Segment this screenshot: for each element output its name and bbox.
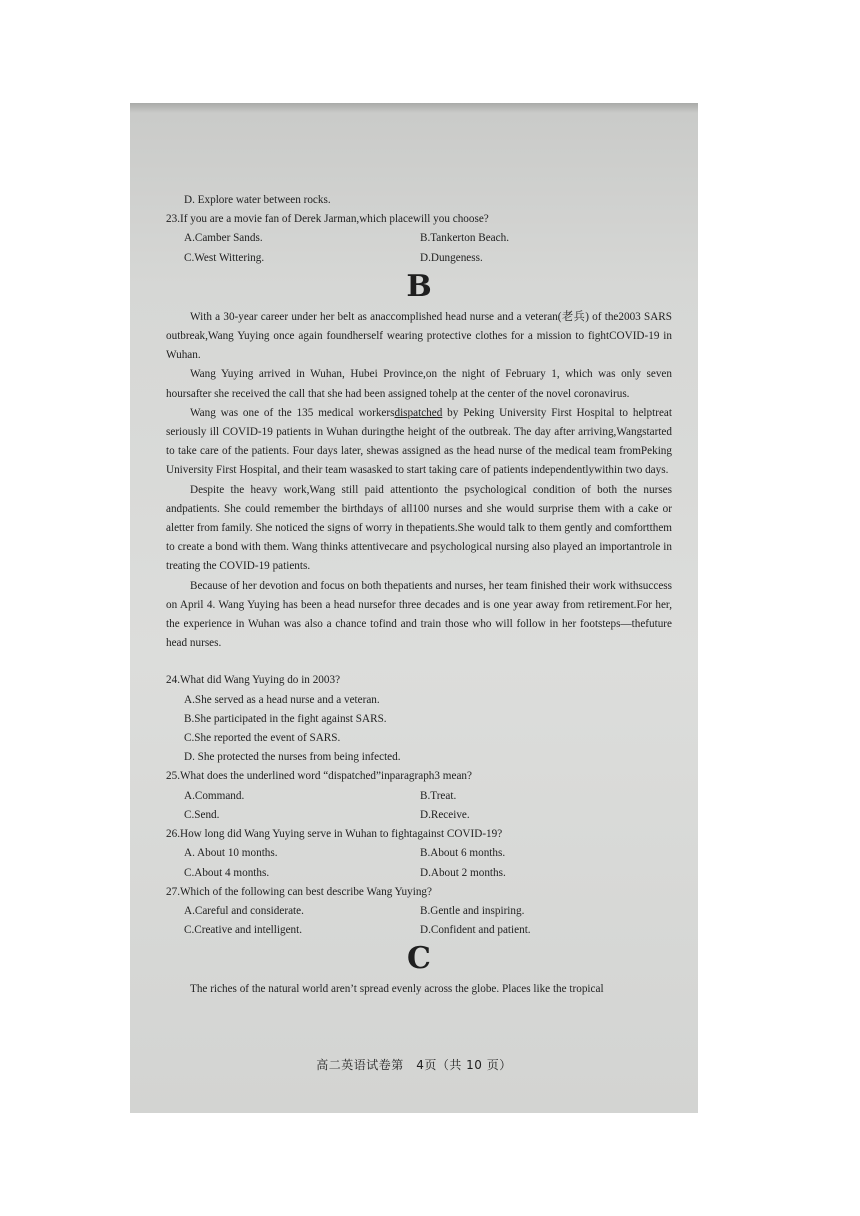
q24-option-b: B.She participated in the fight against SARS. — [184, 712, 387, 725]
q25-option-d: D.Receive. — [420, 808, 470, 821]
q25-question: 25.What does the underlined word “dispatched”inparagraph3 mean? — [166, 770, 472, 783]
q25-option-b: B.Treat. — [420, 789, 457, 802]
q25-option-a: A.Command. — [184, 789, 245, 802]
page-content — [166, 191, 672, 1000]
section-b-paragraph-4: Despite the heavy work,Wang still paid attentionto the psychological condition of both the nurses andpatients. She could remember the birthdays of all100 nurses and she would surprise them with a cake or aletter from family. She noticed the signs of worry in thepatients.She would talk to them gently and comfortthem to create a bond with them. Wang thinks attentivecare and psychological nursing also played an importantrole in treating the COVID-19 patients. — [166, 483, 672, 573]
q25-options-row-1 — [166, 787, 672, 806]
q23-options-row-2 — [166, 249, 672, 268]
q25-options-row-2 — [166, 806, 672, 825]
section-c-opening: The riches of the natural world aren’t spread evenly across the globe. Places like the tropical — [190, 983, 604, 996]
q27-option-b: B.Gentle and inspiring. — [420, 904, 525, 917]
q22-option-d: D. Explore water between rocks. — [184, 194, 331, 206]
q27-option-d: D.Confident and patient. — [420, 924, 531, 937]
q23-options-row-1 — [166, 229, 672, 248]
underlined-word-dispatched: dispatched — [394, 406, 443, 419]
q26-options-row-2 — [166, 864, 672, 883]
q23-option-a: A.Camber Sands. — [184, 232, 263, 245]
q24-option-c: C.She reported the event of SARS. — [184, 732, 341, 745]
q26-question: 26.How long did Wang Yuying serve in Wuhan to fightagainst COVID-19? — [166, 828, 503, 841]
spacer — [166, 653, 672, 671]
section-b-paragraph-3 — [166, 404, 672, 481]
section-b-paragraph-1: With a 30-year career under her belt as anaccomplished head nurse and a veteran(老兵) of the2003 SARS outbreak,Wang Yuying once again foundherself wearing protective clothes for a mission to fightCOVID-19 in Wuhan. — [166, 310, 672, 362]
q24-option-a: A.She served as a head nurse and a veteran. — [184, 693, 380, 706]
q27-option-c: C.Creative and intelligent. — [184, 924, 303, 937]
exam-page — [130, 103, 698, 1113]
q27-options-row-2 — [166, 921, 672, 940]
q27-question: 27.Which of the following can best describe Wang Yuying? — [166, 885, 432, 898]
section-b-title: B — [406, 268, 432, 304]
q23-question: 23.If you are a movie fan of Derek Jarman,which placewill you choose? — [166, 213, 489, 226]
q23-option-c: C.West Wittering. — [184, 251, 265, 264]
page-footer: 高二英语试卷第 4页（共 10 页） — [316, 1058, 512, 1072]
q26-options-row-1 — [166, 844, 672, 863]
q27-option-a: A.Careful and considerate. — [184, 904, 304, 917]
q23-option-b: B.Tankerton Beach. — [420, 232, 509, 245]
q26-option-c: C.About 4 months. — [184, 866, 270, 879]
q23-option-d: D.Dungeness. — [420, 251, 483, 264]
section-b-paragraph-2: Wang Yuying arrived in Wuhan, Hubei Province,on the night of February 1, which was only seven hoursafter she received the call that she had been assigned tohelp at the center of the novel coronavirus. — [166, 368, 672, 400]
q26-option-d: D.About 2 months. — [420, 866, 506, 879]
q25-option-c: C.Send. — [184, 808, 220, 821]
paragraph-3-rest: by Peking University First Hospital to helptreat seriously ill COVID-19 patients in Wuhan duringthe height of the outbreak. The day after arriving,Wangstarted to take care of the patients. Four days later, shewas assigned as the head nurse of the medical team fromPeking University First Hospital, and their team wasasked to start taking care of patients independentlywithin two days. — [166, 406, 672, 477]
q27-options-row-1 — [166, 902, 672, 921]
q26-option-b: B.About 6 months. — [420, 847, 506, 860]
paragraph-3-start: Wang was one of the 135 medical workers — [190, 406, 395, 419]
q24-option-d: D. She protected the nurses from being infected. — [184, 751, 401, 764]
q24-question: 24.What did Wang Yuying do in 2003? — [166, 674, 341, 687]
section-c-title: C — [407, 941, 431, 977]
section-b-paragraph-5: Because of her devotion and focus on both thepatients and nurses, her team finished their work withsuccess on April 4. Wang Yuying has been a head nursefor three decades and is one year away from retirement.For her, the experience in Wuhan was also a chance tofind and train those who will follow in her footsteps—thefuture head nurses. — [166, 579, 672, 650]
q26-option-a: A. About 10 months. — [184, 847, 278, 860]
